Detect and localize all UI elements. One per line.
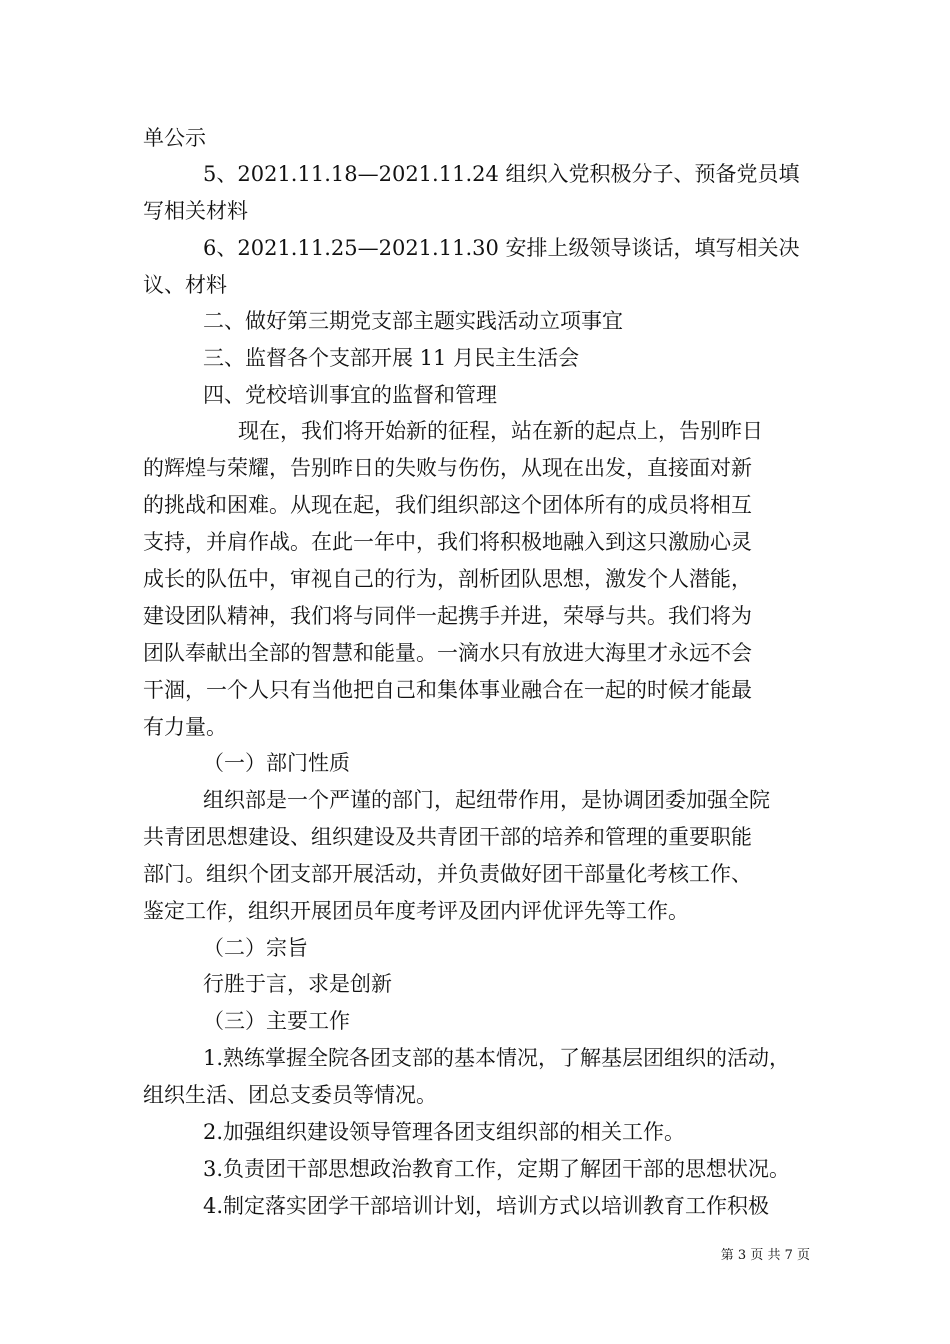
section-heading: 三、监督各个支部开展 11 月民主生活会 xyxy=(203,346,580,370)
text-line: 组织部是一个严谨的部门，起纽带作用，是协调团委加强全院 xyxy=(203,788,770,812)
text-line: 部门。组织个团支部开展活动，并负责做好团干部量化考核工作、 xyxy=(143,862,752,886)
section-heading: 二、做好第三期党支部主题实践活动立项事宜 xyxy=(203,309,623,333)
text-line: 5、2021.11.18—2021.11.24 组织入党积极分子、预备党员填 xyxy=(203,162,800,186)
text-line: 现在，我们将开始新的征程，站在新的起点上，告别昨日 xyxy=(238,419,763,443)
text-line: 写相关材料 xyxy=(143,199,248,223)
text-line: 建设团队精神，我们将与同伴一起携手并进，荣辱与共。我们将为 xyxy=(143,604,752,628)
text-line: 的辉煌与荣耀，告别昨日的失败与伤伤，从现在出发，直接面对新 xyxy=(143,456,752,480)
subsection-heading: （三）主要工作 xyxy=(203,1009,350,1033)
text-line: 成长的队伍中，审视自己的行为，剖析团队思想，激发个人潜能， xyxy=(143,567,752,591)
text-line: 鉴定工作，组织开展团员年度考评及团内评优评先等工作。 xyxy=(143,899,689,923)
text-line: 4.制定落实团学干部培训计划，培训方式以培训教育工作积极 xyxy=(203,1194,770,1218)
page-number-footer: 第 3 页 共 7 页 xyxy=(720,1248,810,1263)
text-line: 的挑战和困难。从现在起，我们组织部这个团体所有的成员将相互 xyxy=(143,493,752,517)
text-line: 行胜于言，求是创新 xyxy=(203,972,392,996)
text-line: 共青团思想建设、组织建设及共青团干部的培养和管理的重要职能 xyxy=(143,825,752,849)
text-line: 团队奉献出全部的智慧和能量。一滴水只有放进大海里才永远不会 xyxy=(143,641,752,665)
text-line: 单公示 xyxy=(143,126,206,150)
text-line: 支持，并肩作战。在此一年中，我们将积极地融入到这只激励心灵 xyxy=(143,530,752,554)
text-line: 有力量。 xyxy=(143,715,227,739)
text-line: 干涸，一个人只有当他把自己和集体事业融合在一起的时候才能最 xyxy=(143,678,752,702)
text-line: 1.熟练掌握全院各团支部的基本情况，了解基层团组织的活动， xyxy=(203,1046,791,1070)
text-line: 议、材料 xyxy=(143,273,227,297)
section-heading: 四、党校培训事宜的监督和管理 xyxy=(203,383,497,407)
text-line: 组织生活、团总支委员等情况。 xyxy=(143,1083,437,1107)
text-line: 6、2021.11.25—2021.11.30 安排上级领导谈话，填写相关决 xyxy=(203,236,800,260)
subsection-heading: （一）部门性质 xyxy=(203,751,350,775)
text-line: 2.加强组织建设领导管理各团支组织部的相关工作。 xyxy=(203,1120,686,1144)
subsection-heading: （二）宗旨 xyxy=(203,936,308,960)
text-line: 3.负责团干部思想政治教育工作，定期了解团干部的思想状况。 xyxy=(203,1157,791,1181)
